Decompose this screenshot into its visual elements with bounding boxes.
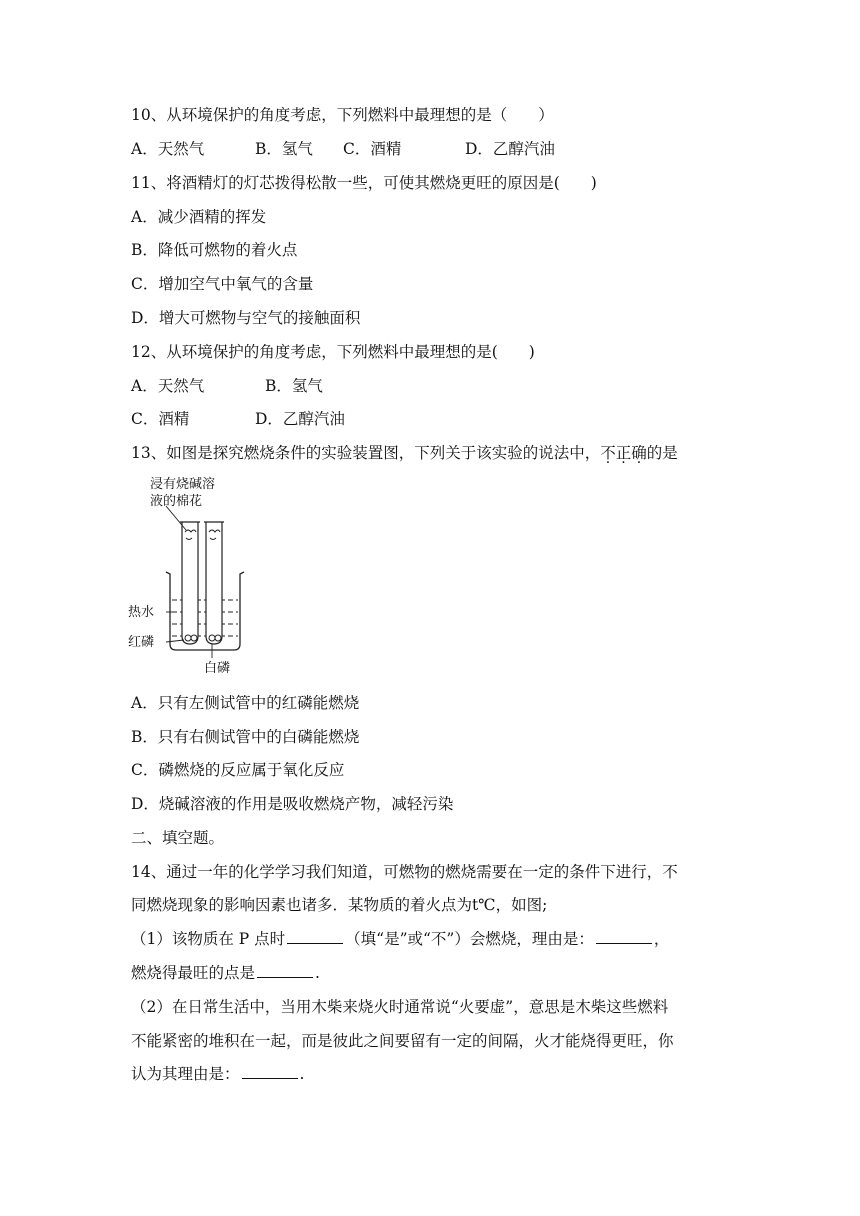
q13-option-b: B．只有右侧试管中的白磷能燃烧: [131, 728, 360, 746]
q11-option-b: B．降低可燃物的着火点: [131, 241, 298, 259]
q13-emphasis-char: 确: [631, 444, 647, 462]
figure-label-cotton-2: 液的棉花: [150, 494, 203, 509]
right-test-tube: [206, 522, 222, 644]
q10-options: [131, 138, 555, 160]
q14-line1: 14、通过一年的化学学习我们知道，可燃物的燃烧需要在一定的条件下进行，不: [131, 863, 678, 881]
q11-option-a: A．减少酒精的挥发: [131, 208, 267, 226]
q14-part1-cont: [131, 962, 320, 984]
q13-stem: [131, 442, 678, 464]
q14-part2-text-a: 认为其理由是：: [131, 1065, 240, 1083]
q11-stem: 11、将酒精灯的灯芯拨得松散一些，可使其燃烧更旺的原因是( ): [131, 174, 597, 192]
q11-option-c: C．增加空气中氧气的含量: [131, 275, 314, 293]
combustion-experiment-figure: [128, 474, 248, 682]
q14-part2-line2: 不能紧密的堆积在一起，而是彼此之间要留有一定的间隔，火才能烧得更旺，你: [131, 1032, 674, 1050]
left-test-tube: [182, 522, 198, 644]
q14-part1-text-c: ，: [653, 930, 670, 948]
q14-part1-text-a: （1）该物质在 P 点时: [131, 930, 286, 948]
q12-option-c: C．酒精: [131, 410, 190, 428]
q13-option-d: D．烧碱溶液的作用是吸收燃烧产物，减轻污染: [131, 795, 454, 813]
q12-options-row2: [131, 408, 345, 430]
answer-blank[interactable]: [287, 929, 343, 944]
q12-stem: 12、从环境保护的角度考虑，下列燃料中最理想的是( ): [131, 343, 535, 361]
figure-label-white-phosphorus: 白磷: [204, 661, 231, 676]
figure-label-hot-water: 热水: [128, 605, 155, 620]
q13-option-a: A．只有左侧试管中的红磷能燃烧: [131, 694, 360, 712]
figure-label-red-phosphorus: 红磷: [128, 635, 155, 650]
q12-options-row1: [131, 375, 323, 397]
q14-part1-text-d: 燃烧得最旺的点是: [131, 964, 256, 982]
q12-option-b: B．氢气: [265, 377, 323, 395]
q14-part1: [131, 928, 669, 950]
q11-option-d: D．增大可燃物与空气的接触面积: [131, 309, 361, 327]
q10-option-c: C．酒精: [343, 140, 402, 158]
beaker-shape: [166, 572, 244, 650]
answer-blank[interactable]: [596, 929, 652, 944]
figure-label-cotton-1: 浸有烧碱溶: [150, 477, 216, 492]
q13-option-c: C．磷燃烧的反应属于氧化反应: [131, 761, 345, 779]
section-heading: 二、填空题。: [131, 829, 225, 847]
q13-stem-suffix: 的是: [646, 444, 678, 462]
q10-option-b: B．氢气: [255, 140, 313, 158]
q10-option-a: A．天然气: [131, 140, 205, 158]
q14-part1-text-e: .: [315, 964, 320, 982]
answer-blank[interactable]: [242, 1064, 298, 1079]
q14-line2: 同燃烧现象的影响因素也诸多．某物质的着火点为t℃，如图;: [131, 896, 548, 914]
q10-stem: 10、从环境保护的角度考虑，下列燃料中最理想的是（ ）: [131, 106, 554, 124]
q13-emphasis-char: 正: [615, 444, 632, 462]
q14-part2-line3: [131, 1063, 304, 1085]
q13-stem-prefix: 13、如图是探究燃烧条件的实验装置图，下列关于该实验的说法中，: [131, 444, 601, 462]
q12-option-d: D．乙醇汽油: [255, 410, 345, 428]
q12-option-a: A．天然气: [131, 377, 205, 395]
answer-blank[interactable]: [257, 963, 313, 978]
q10-option-d: D．乙醇汽油: [465, 140, 555, 158]
q14-part1-text-b: （填“是”或“不”）会燃烧，理由是：: [345, 930, 594, 948]
q14-part2-text-b: .: [299, 1065, 305, 1083]
q13-emphasis-char: 不: [600, 444, 616, 462]
q14-part2-line1: （2）在日常生活中，当用木柴来烧火时通常说“火要虚”，意思是木柴这些燃料: [131, 998, 669, 1016]
